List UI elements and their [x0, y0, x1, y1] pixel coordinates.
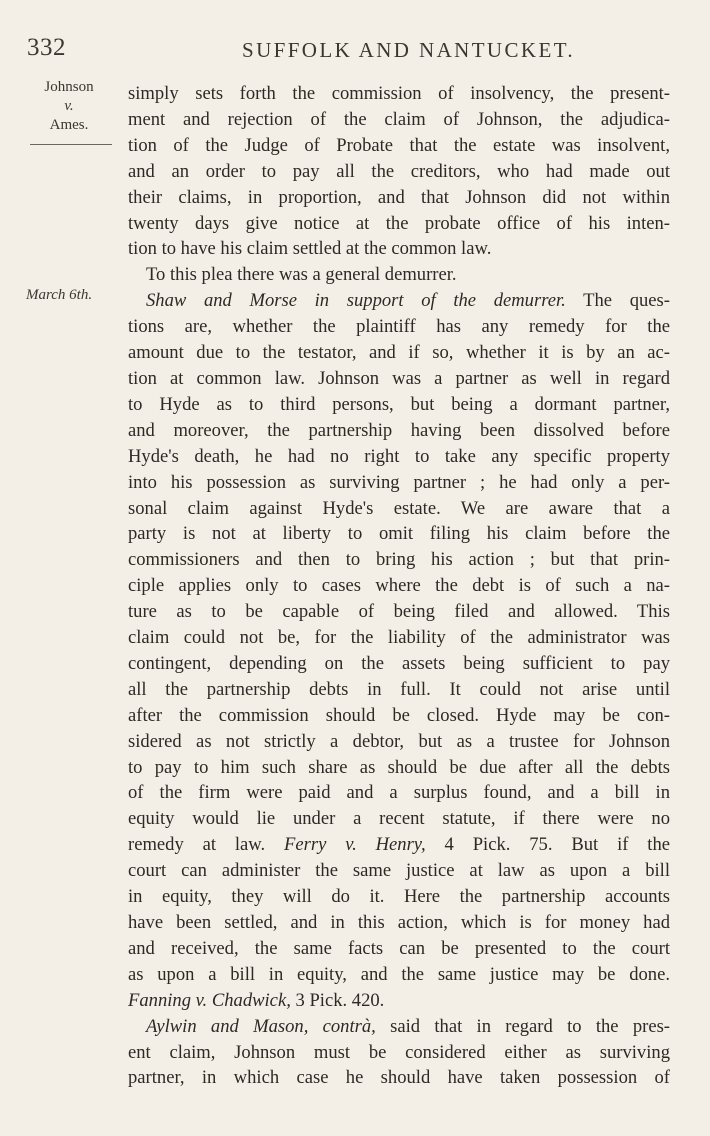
case-citation: Fanning v. Chadwick, [128, 989, 291, 1011]
text-line: twenty days give notice at the probate office of his inten- [128, 212, 670, 234]
text-line: tions are, whether the plaintiff has any remedy for the [128, 316, 670, 338]
text-line: sidered as not strictly a debtor, but as a trustee for Johnson [128, 730, 670, 752]
text-line: into his possession as surviving partner ; he had only a per- [128, 471, 670, 493]
text-line: tion to have his claim settled at the common law. [128, 238, 492, 260]
text-line: amount due to the testator, and if so, whether it is by an ac- [128, 342, 670, 364]
text-line: and received, the same facts can be presented to the court [128, 937, 670, 959]
text-line: and moreover, the partnership having been dissolved before [128, 419, 670, 441]
body-text [128, 81, 670, 1091]
text-line: partner, in which case he should have taken possession of [128, 1067, 670, 1089]
text-line: commissioners and then to bring his action ; but that prin- [128, 549, 670, 571]
text-line [128, 288, 670, 314]
text-line: ciple applies only to cases where the debt is of such a na- [128, 575, 670, 597]
text-line: to Hyde as to third persons, but being a dormant partner, [128, 393, 670, 415]
counsel-names: Aylwin and Mason, contrà, [146, 1015, 376, 1037]
case-citation: Ferry v. Henry, [265, 834, 426, 856]
text-line: Hyde's death, he had no right to take any specific property [128, 445, 670, 467]
text-line: sonal claim against Hyde's estate. We are aware that a [128, 497, 670, 519]
text-line: of the firm were paid and a surplus found, and a bill in [128, 782, 670, 804]
text-fragment: 4 Pick. 75. But if the [425, 834, 670, 856]
running-title: SUFFOLK AND NANTUCKET. [242, 38, 576, 62]
text-line: To this plea there was a general demurrer. [146, 264, 457, 286]
margin-versus: v. [64, 98, 74, 114]
text-line: equity would lie under a recent statute, if there were no [128, 808, 670, 830]
page-number: 332 [27, 34, 66, 61]
text-line: as upon a bill in equity, and the same justice may be done. [128, 963, 670, 985]
margin-date: March 6th. [26, 287, 93, 303]
text-line: ture as to be capable of being filed and allowed. This [128, 601, 670, 623]
text-line: court can administer the same justice at law as upon a bill [128, 860, 670, 882]
text-line: claim could not be, for the liability of the administrator was [128, 627, 670, 649]
text-line: their claims, in proportion, and that Johnson did not within [128, 186, 670, 208]
text-line: tion of the Judge of Probate that the estate was insolvent, [128, 134, 670, 156]
text-fragment: 3 Pick. 420. [290, 989, 385, 1011]
margin-defendant: Ames. [49, 117, 89, 133]
text-fragment: said that in regard to the pres- [375, 1015, 670, 1037]
text-line: after the commission should be closed. Hyde may be con- [128, 704, 670, 726]
text-line: contingent, depending on the assets being sufficient to pay [128, 652, 670, 674]
counsel-names: Shaw and Morse in support of the demurrer. [146, 290, 566, 312]
text-line [128, 988, 670, 1014]
margin-divider [30, 144, 112, 145]
margin-plaintiff: Johnson [44, 79, 94, 95]
text-line: have been settled, and in this action, which is for money had [128, 912, 670, 933]
text-line [128, 1014, 670, 1040]
text-line: tion at common law. Johnson was a partner as well in regard [128, 367, 670, 389]
text-line: ent claim, Johnson must be considered either as surviving [128, 1041, 670, 1063]
text-line: and an order to pay all the creditors, who had made out [128, 160, 670, 182]
text-line: in equity, they will do it. Here the partnership accounts [128, 886, 670, 908]
text-line: all the partnership debts in full. It could not arise until [128, 678, 670, 700]
text-line [128, 832, 670, 858]
margin-case-citation [28, 78, 110, 135]
text-line: to pay to him such share as should be due after all the debts [128, 756, 670, 778]
text-fragment: The ques- [565, 290, 670, 312]
text-fragment: remedy at law. [128, 834, 266, 856]
text-line: party is not at liberty to omit filing his claim before the [128, 523, 670, 545]
text-line: simply sets forth the commission of insolvency, the present- [128, 83, 670, 104]
text-line: ment and rejection of the claim of Johnson, the adjudica- [128, 108, 670, 130]
